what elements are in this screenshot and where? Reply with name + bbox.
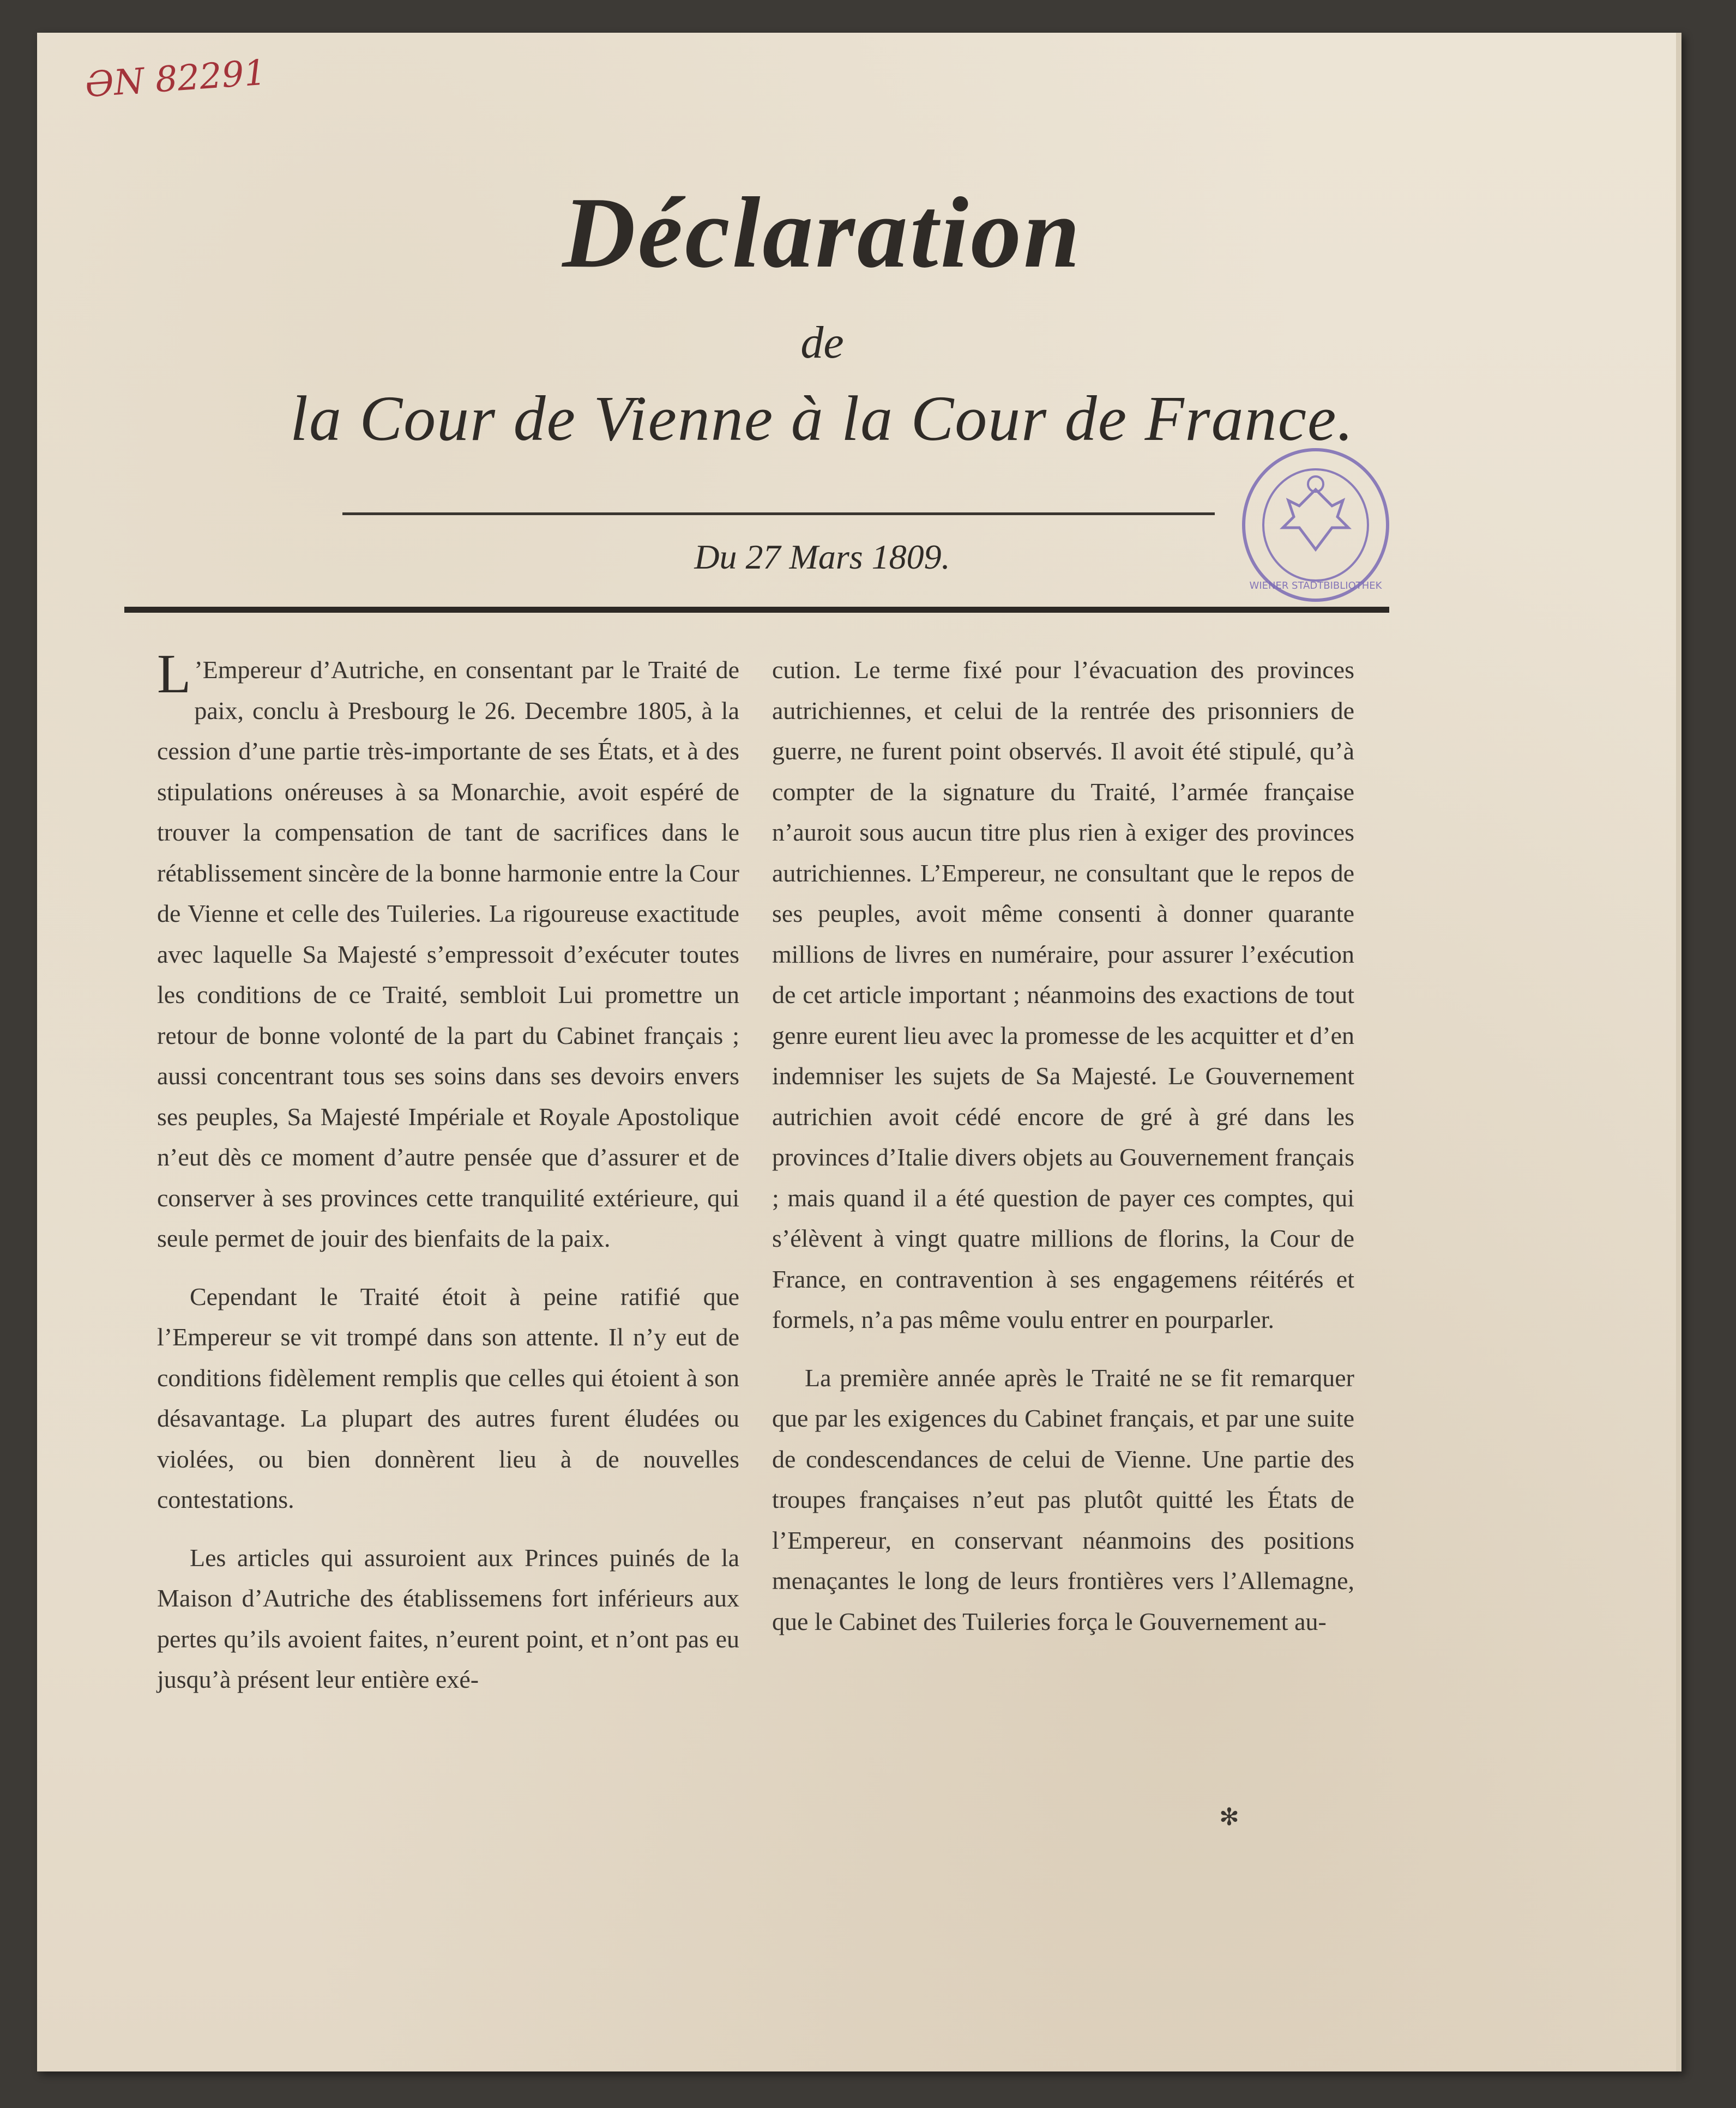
document-title: Déclaration bbox=[562, 177, 1082, 289]
right-column bbox=[772, 650, 1354, 1642]
left-paragraph-1-text: ’Empereur d’Autriche, en consentant par le Traité de paix, conclu à Presbourg le 26. Decembre 1805, à la cession d’une partie très-importante de ses États, et à des stipulations onéreuses à sa Monarchie, avoit espéré de trouver la compensation de tant de sacrifices dans le rétablissement sincère de la bonne harmonie entre la Cour de Vienne et celle des Tuileries. La rigoureuse exactitude avec laquelle Sa Majesté s’empressoit d’exécuter toutes les conditions de ce Traité, sembloit Lui promettre un retour de bonne volonté de la part du Cabinet français ; aussi concentrant tous ses soins dans ses devoirs envers ses peuples, Sa Majesté Impériale et Royale Apostolique n’eut dès ce moment d’autre pensée que d’assurer et de conserver à ses provinces cette tranquilité extérieure, qui seule permet de jouir des bienfaits de la paix. bbox=[157, 656, 739, 1252]
document-subtitle: la Cour de Vienne à la Cour de France. bbox=[290, 383, 1354, 454]
document-page bbox=[37, 33, 1681, 2071]
left-paragraph-3: Les articles qui assuroient aux Princes puinés de la Maison d’Autriche des établissemens fort inférieurs aux pertes qu’ils avoient faites, n’eurent point, et n’ont pas eu jusqu’à présent leur entière exé- bbox=[157, 1543, 739, 1693]
inventory-number: ƏN 82291 bbox=[83, 52, 268, 106]
left-column bbox=[157, 643, 739, 1700]
title-connector: de bbox=[800, 317, 844, 368]
right-paragraph-2: La première année après le Traité ne se fit remarquer que par les exigences du Cabinet français, et par une suite de condescendances de celui de Vienne. Une partie des troupes françaises n’eut pas plutôt quitté les États de l’Empereur, en conservant néanmoins des positions menaçantes le long de leurs frontières vers l’Allemagne, que le Cabinet des Tuileries força le Gouvernement au- bbox=[772, 1363, 1354, 1635]
short-divider bbox=[342, 512, 1215, 515]
stamp-text: WIENER STADTBIBLIOTHEK bbox=[1249, 580, 1382, 591]
left-paragraph-1 bbox=[157, 643, 739, 1259]
signature-mark: ✻ bbox=[1219, 1803, 1239, 1831]
dateline: Du 27 Mars 1809. bbox=[694, 537, 950, 576]
left-paragraph-2: Cependant le Traité étoit à peine ratifié que l’Empereur se vit trompé dans son attente. Il n’y eut de conditions fidèlement remplis que celles qui étoient à son désavantage. La plupart des autres furent éludées ou violées, ou bien donnèrent lieu à de nouvelles contestations. bbox=[157, 1282, 739, 1513]
library-stamp-icon bbox=[1237, 446, 1395, 604]
drop-cap: L bbox=[157, 643, 191, 705]
thick-divider bbox=[124, 607, 1389, 613]
right-paragraph-1: cution. Le terme fixé pour l’évacuation des provinces autrichiennes, et celui de la rentrée des prisonniers de guerre, ne furent point observés. Il avoit été stipulé, qu’à compter de la signature du Traité, l’armée française n’auroit sous aucun titre plus rien à exiger des provinces autrichiennes. L’Empereur, ne consultant que le repos de ses peuples, avoit même consenti à donner quarante millions de livres en numéraire, pour assurer l’exécution de cet article important ; néanmoins des exactions de tout genre eurent lieu avec la promesse de les acquitter et d’en indemniser les sujets de Sa Majesté. Le Gouvernement autrichien avoit cédé encore de gré à gré dans les provinces d’Italie divers objets au Gouvernement français ; mais quand il a été question de payer ces comptes, qui s’élèvent à vingt quatre millions de florins, la Cour de France, en contravention à ses engagemens réitérés et formels, n’a pas même voulu entrer en pourparler. bbox=[772, 656, 1354, 1333]
